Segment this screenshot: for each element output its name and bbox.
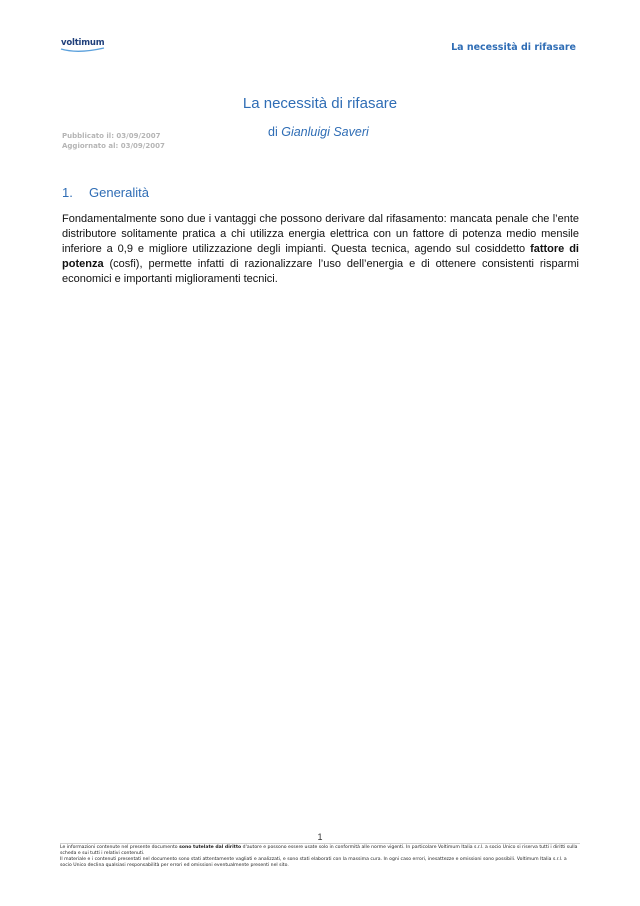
running-header-title: La necessità di rifasare <box>451 42 576 53</box>
published-date: Pubblicato il: 03/09/2007 <box>62 132 161 140</box>
document-title: La necessità di rifasare <box>242 95 398 112</box>
disclaimer-text-start: Le informazioni contenute nel presente documento <box>60 845 180 850</box>
paragraph-text-end: (cosfi), permette infatti di razionalizzare l’uso dell’energia e di ottenere consistenti risparmi economici e importanti miglioramenti tecnici. <box>62 258 579 285</box>
logo-swoosh-icon <box>60 46 106 54</box>
section-paragraph <box>62 212 579 287</box>
disclaimer-paragraph-1 <box>60 845 578 857</box>
page-number: 1 <box>317 832 323 842</box>
section-number: 1. <box>62 185 73 200</box>
updated-date: Aggiornato al: 03/09/2007 <box>62 142 165 150</box>
footer-disclaimer <box>60 845 578 869</box>
section-heading <box>62 185 149 200</box>
logo-text: voltimum <box>61 38 105 48</box>
author-prefix: di <box>268 125 278 139</box>
paragraph-bold-term: fattore di potenza <box>62 243 579 270</box>
author-name: Gianluigi Saveri <box>281 125 369 139</box>
footer-divider <box>60 843 580 844</box>
publication-meta <box>62 131 165 151</box>
disclaimer-text-end: d'autore e possono essere usate solo in conformità alle norme vigenti. In particolare Voltimum Italia s.r.l. a socio Unico si riserva tutti i diritti sulla scheda e sui tutti i relativi contenuti. <box>60 845 578 856</box>
voltimum-logo <box>60 36 106 54</box>
author-line <box>268 125 369 139</box>
section-title: Generalità <box>89 185 149 200</box>
disclaimer-paragraph-2: Il materiale e i contenuti presentati nel documento sono stati attentamente vagliati e analizzati, e sono stati elaborati con la massima cura. In ogni caso errori, inesattezze e omissioni sono possibili. Voltimum Italia s.r.l. a socio Unico declina qualsiasi responsabilità per errori ed omissioni eventualmente presenti nel sito. <box>60 857 567 868</box>
paragraph-text-start: Fondamentalmente sono due i vantaggi che possono derivare dal rifasamento: mancata penale che l’ente distributore solitamente pratica a chi utilizza energia elettrica con un fattore di potenza medio mensile inferiore a 0,9 e migliore utilizzazione degli impianti. Questa tecnica, agendo sul cosiddetto <box>62 213 579 255</box>
disclaimer-bold: sono tutelate dal diritto <box>179 845 242 850</box>
